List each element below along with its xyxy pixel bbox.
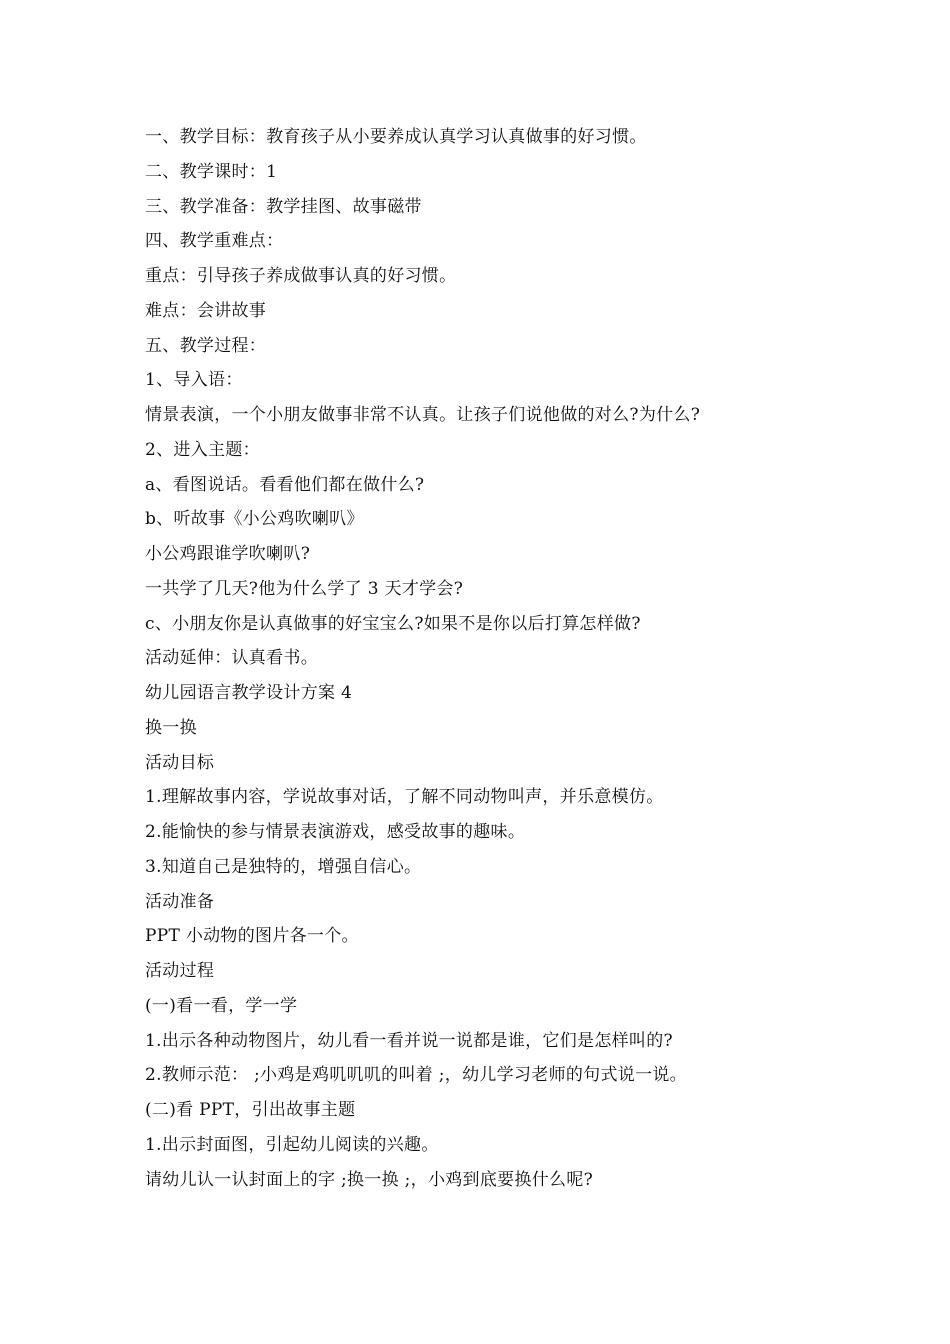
goal-item: 2.能愉快的参与情景表演游戏，感受故事的趣味。 xyxy=(145,822,526,842)
process-item: 1.出示封面图，引起幼儿阅读的兴趣。 xyxy=(145,1134,439,1155)
goal-item: 3.知道自己是独特的，增强自信心。 xyxy=(145,856,422,877)
objective-line: 一、教学目标：教育孩子从小要养成认真学习认真做事的好习惯。 xyxy=(145,127,647,147)
difficulty-line: 难点：会讲故事 xyxy=(145,300,267,321)
topic-heading: 2、进入主题： xyxy=(145,439,260,460)
preparation-line: 三、教学准备：教学挂图、故事磁带 xyxy=(145,196,422,217)
intro-heading: 1、导入语： xyxy=(145,370,243,391)
goals-heading: 活动目标 xyxy=(145,752,215,773)
lesson-title: 换一换 xyxy=(145,717,197,738)
process-heading-2: 活动过程 xyxy=(145,961,215,981)
extension-line: 活动延伸：认真看书。 xyxy=(145,648,318,669)
process-item: 2.教师示范： ;小鸡是鸡叽叽叽的叫着 ;，幼儿学习老师的句式说一说。 xyxy=(145,1065,687,1086)
plan-title: 幼儿园语言教学设计方案 4 xyxy=(145,683,353,703)
preparation-text: PPT 小动物的图片各一个。 xyxy=(145,926,359,947)
preparation-heading: 活动准备 xyxy=(145,891,215,912)
step-a-line: a、看图说话。看看他们都在做什么? xyxy=(145,474,425,495)
question-line: 小公鸡跟谁学吹喇叭? xyxy=(145,544,311,564)
goal-item: 1.理解故事内容，学说故事对话，了解不同动物叫声，并乐意模仿。 xyxy=(145,787,664,808)
document-body xyxy=(145,120,845,1197)
section-two-heading: (二)看 PPT，引出故事主题 xyxy=(145,1100,356,1120)
process-heading: 五、教学过程： xyxy=(145,335,267,356)
question-line: 一共学了几天?他为什么学了 3 天才学会? xyxy=(145,578,464,599)
intro-text: 情景表演，一个小朋友做事非常不认真。让孩子们说他做的对么?为什么? xyxy=(145,405,701,425)
step-b-line: b、听故事《小公鸡吹喇叭》 xyxy=(145,509,364,530)
key-points-heading: 四、教学重难点： xyxy=(145,231,284,252)
process-item: 请幼儿认一认封面上的字 ;换一换 ;，小鸡到底要换什么呢? xyxy=(145,1169,594,1190)
class-hours-line: 二、教学课时：1 xyxy=(145,161,278,182)
process-item: 1.出示各种动物图片，幼儿看一看并说一说都是谁，它们是怎样叫的? xyxy=(145,1030,673,1051)
key-point-line: 重点：引导孩子养成做事认真的好习惯。 xyxy=(145,266,457,286)
step-c-line: c、小朋友你是认真做事的好宝宝么?如果不是你以后打算怎样做? xyxy=(145,613,641,634)
section-one-heading: (一)看一看，学一学 xyxy=(145,995,298,1016)
